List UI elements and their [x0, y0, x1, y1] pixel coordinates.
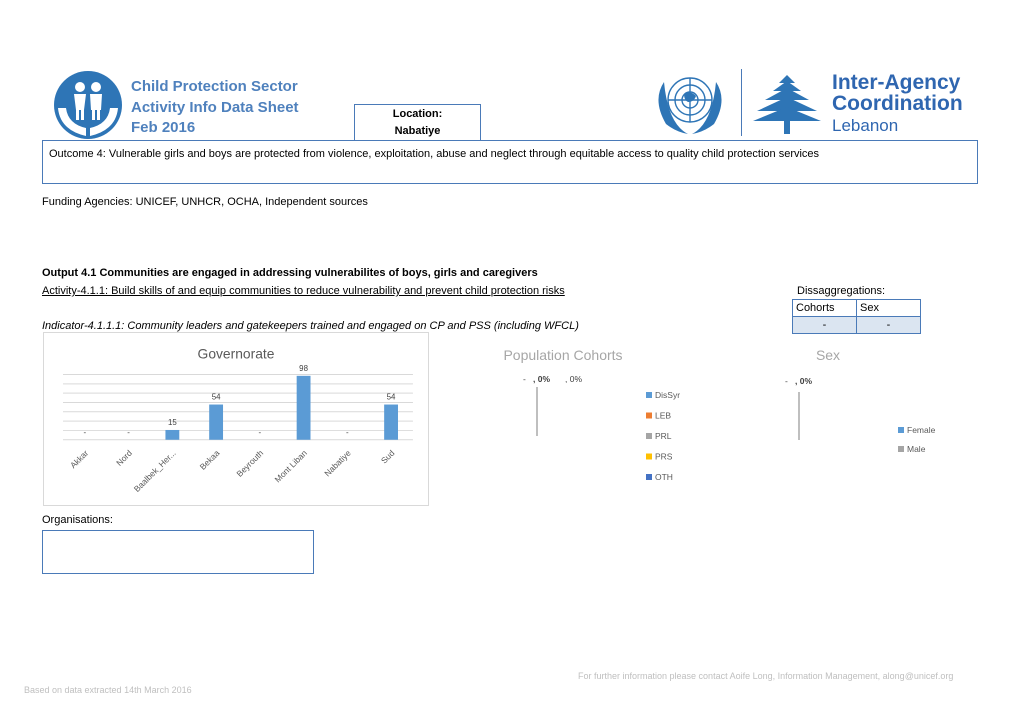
data-label: -	[258, 427, 262, 437]
category-label: Nord	[114, 447, 134, 468]
iac-title-line1: Inter-Agency	[832, 71, 961, 94]
legend-label: PRS	[655, 451, 673, 462]
legend-label: PRL	[655, 431, 672, 441]
pie-data-label: -	[785, 376, 788, 386]
data-label: 54	[211, 392, 221, 402]
chart-title: Population Cohorts	[503, 347, 623, 363]
data-label: 15	[167, 418, 177, 428]
bar	[384, 405, 398, 440]
outcome-box	[42, 140, 978, 184]
legend-swatch	[646, 413, 652, 419]
disagg-header-cohorts: Cohorts	[793, 300, 857, 317]
legend-swatch	[646, 474, 652, 480]
disaggregation-table	[792, 299, 921, 334]
legend-swatch	[646, 392, 652, 398]
child-protection-logo	[52, 70, 124, 140]
legend-swatch	[646, 454, 652, 460]
cedar-tree-logo	[752, 73, 822, 136]
legend-label: LEB	[655, 410, 672, 421]
category-label: Nabatiye	[322, 447, 353, 479]
activity-text: Activity-4.1.1: Build skills of and equip communities to reduce vulnerability and prevent child protection risks	[42, 285, 565, 297]
disaggregation-label: Dissaggregations:	[797, 285, 886, 297]
organisations-label: Organisations:	[42, 514, 113, 526]
sex-pie-chart	[760, 340, 960, 470]
legend-label: Female	[907, 425, 936, 435]
header-divider	[741, 69, 742, 136]
disagg-value-cohorts: -	[793, 317, 857, 334]
bar	[165, 430, 179, 440]
chart-title: Sex	[815, 347, 841, 363]
legend-label: OTH	[655, 472, 673, 482]
chart-title: Governorate	[197, 345, 275, 362]
location-box	[354, 104, 481, 140]
pie-data-label: , 0%	[533, 374, 551, 384]
population-cohorts-pie-chart	[470, 340, 700, 490]
iac-title-line2: Coordination	[832, 92, 963, 115]
bar	[209, 405, 223, 440]
title-line-datasheet: Activity Info Data Sheet	[131, 98, 299, 116]
legend-label: DisSyr	[655, 390, 681, 400]
category-label: Sud	[378, 447, 397, 466]
governorate-bar-chart	[43, 332, 429, 506]
data-label: 98	[299, 363, 308, 373]
category-label: Bekaa	[197, 447, 222, 472]
location-value: Nabatiye	[394, 125, 441, 137]
pie-data-label: , 0%	[565, 374, 583, 384]
category-label: Mont Liban	[272, 447, 309, 485]
data-label: -	[346, 427, 349, 437]
legend-swatch	[646, 433, 652, 439]
indicator-text: Indicator-4.1.1.1: Community leaders and gatekeepers trained and engaged on CP and PSS (including WFCL)	[42, 320, 579, 332]
data-label: 54	[386, 392, 396, 402]
data-source-note: Based on data extracted 14th March 2016	[24, 685, 192, 695]
iac-country: Lebanon	[832, 116, 899, 135]
pie-data-label: , 0%	[795, 376, 813, 386]
legend-label: Male	[907, 444, 926, 454]
location-label: Location:	[392, 108, 443, 120]
category-label: Beyrouth	[234, 447, 266, 479]
contact-info: For further information please contact Aoife Long, Information Management, along@unicef.org	[578, 671, 954, 681]
output-title: Output 4.1 Communities are engaged in addressing vulnerabilites of boys, girls and caregivers	[42, 267, 538, 279]
disagg-value-sex: -	[857, 317, 921, 334]
data-label: -	[83, 427, 87, 437]
legend-swatch	[898, 427, 904, 433]
title-line-date: Feb 2016	[131, 119, 196, 136]
pie-data-label: -	[523, 374, 526, 384]
un-emblem-logo	[648, 70, 732, 136]
iac-title	[832, 72, 963, 114]
sheet-title	[131, 77, 299, 139]
data-label: -	[127, 427, 130, 437]
funding-agencies: Funding Agencies: UNICEF, UNHCR, OCHA, Independent sources	[42, 196, 368, 208]
category-label: Akkar	[68, 447, 91, 471]
title-line-sector: Child Protection Sector	[131, 78, 298, 95]
outcome-text: Outcome 4: Vulnerable girls and boys are protected from violence, exploitation, abuse and neglect through equitable access to quality child protection services	[49, 148, 820, 160]
bar	[297, 376, 311, 440]
category-label: Baalbek_Her...	[131, 447, 178, 494]
legend-swatch	[898, 446, 904, 452]
disagg-header-sex: Sex	[857, 300, 921, 317]
organisations-box	[42, 530, 314, 574]
